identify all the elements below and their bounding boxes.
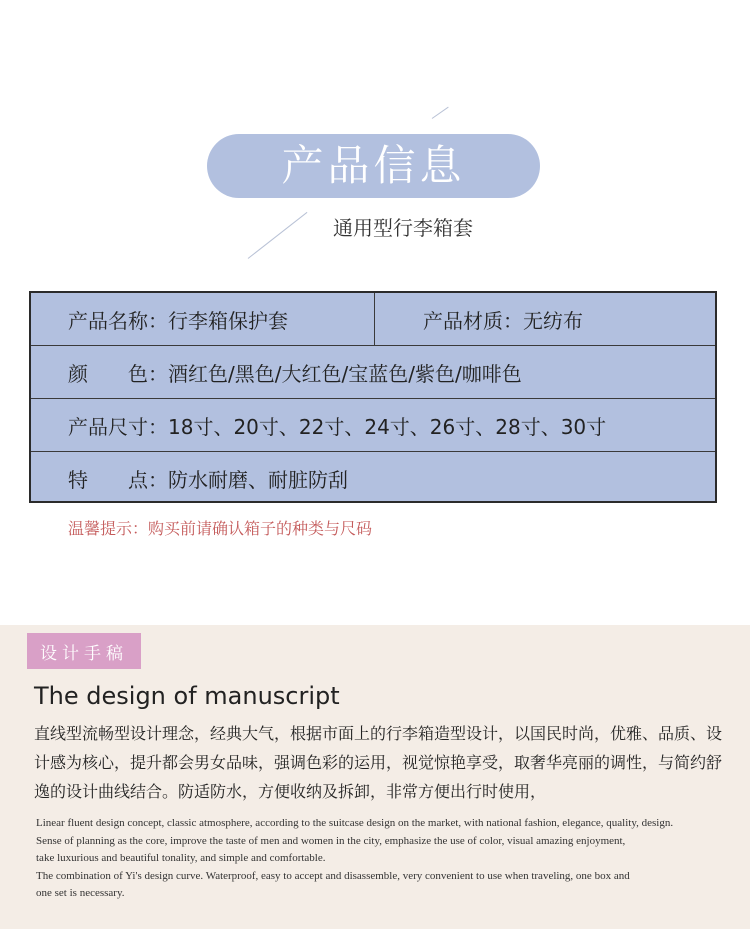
design-paragraph-cn: 直线型流畅型设计理念，经典大气，根据市面上的行李箱造型设计，以国民时尚，优雅、品质、设计感为核心，提升都会男女品味，强调色彩的运用，视觉惊艳享受，取奢华亮丽的调性，与简约舒逸的设计曲线结合。防适防水，方便收纳及拆卸，非常方便出行时使用， [34, 724, 723, 801]
design-paragraph-en-line: Sense of planning as the core, improve the taste of men and women in the city, emphasize the use of color, visual amazing enjoyment, [36, 834, 626, 847]
spec-row-color [31, 346, 715, 399]
product-subtitle: 通用型行李箱套 [333, 216, 473, 240]
spec-feature: 特 点：防水耐磨、耐脏防刮 [68, 468, 348, 492]
spec-table [29, 291, 717, 503]
design-badge [27, 633, 141, 669]
design-manuscript-section [0, 625, 750, 929]
design-badge-label: 设计手稿 [40, 643, 128, 664]
spec-row-size [31, 399, 715, 452]
design-paragraph-en-line: take luxurious and beautiful tonality, and simple and comfortable. [36, 852, 326, 864]
design-heading: The design of manuscript [34, 682, 340, 710]
decorative-line-top [432, 107, 449, 119]
spec-row-name-material [31, 293, 715, 346]
design-paragraph-en-line: one set is necessary. [36, 887, 125, 899]
design-paragraph-en-line: Linear fluent design concept, classic atmosphere, according to the suitcase design on the market, with national fashion, elegance, quality, design. [36, 817, 674, 829]
spec-size: 产品尺寸：18寸、20寸、22寸、24寸、26寸、28寸、30寸 [68, 414, 607, 439]
design-paragraph-en-line: The combination of Yi's design curve. Waterproof, easy to accept and disassemble, very convenient to use when traveling, one box and [36, 869, 630, 882]
design-paragraph-en [36, 815, 736, 903]
spec-row-feature [31, 452, 715, 505]
purchase-tip: 温馨提示：购买前请确认箱子的种类与尺码 [68, 519, 373, 538]
spec-name: 产品名称：行李箱保护套 [68, 308, 288, 333]
title-pill [207, 134, 540, 198]
spec-material: 产品材质：无纺布 [423, 309, 583, 333]
page-title: 产品信息 [281, 141, 466, 190]
decorative-line-bottom [248, 212, 308, 259]
spec-divider [374, 293, 375, 346]
spec-color: 颜 色：酒红色/黑色/大红色/宝蓝色/紫色/咖啡色 [68, 361, 522, 386]
